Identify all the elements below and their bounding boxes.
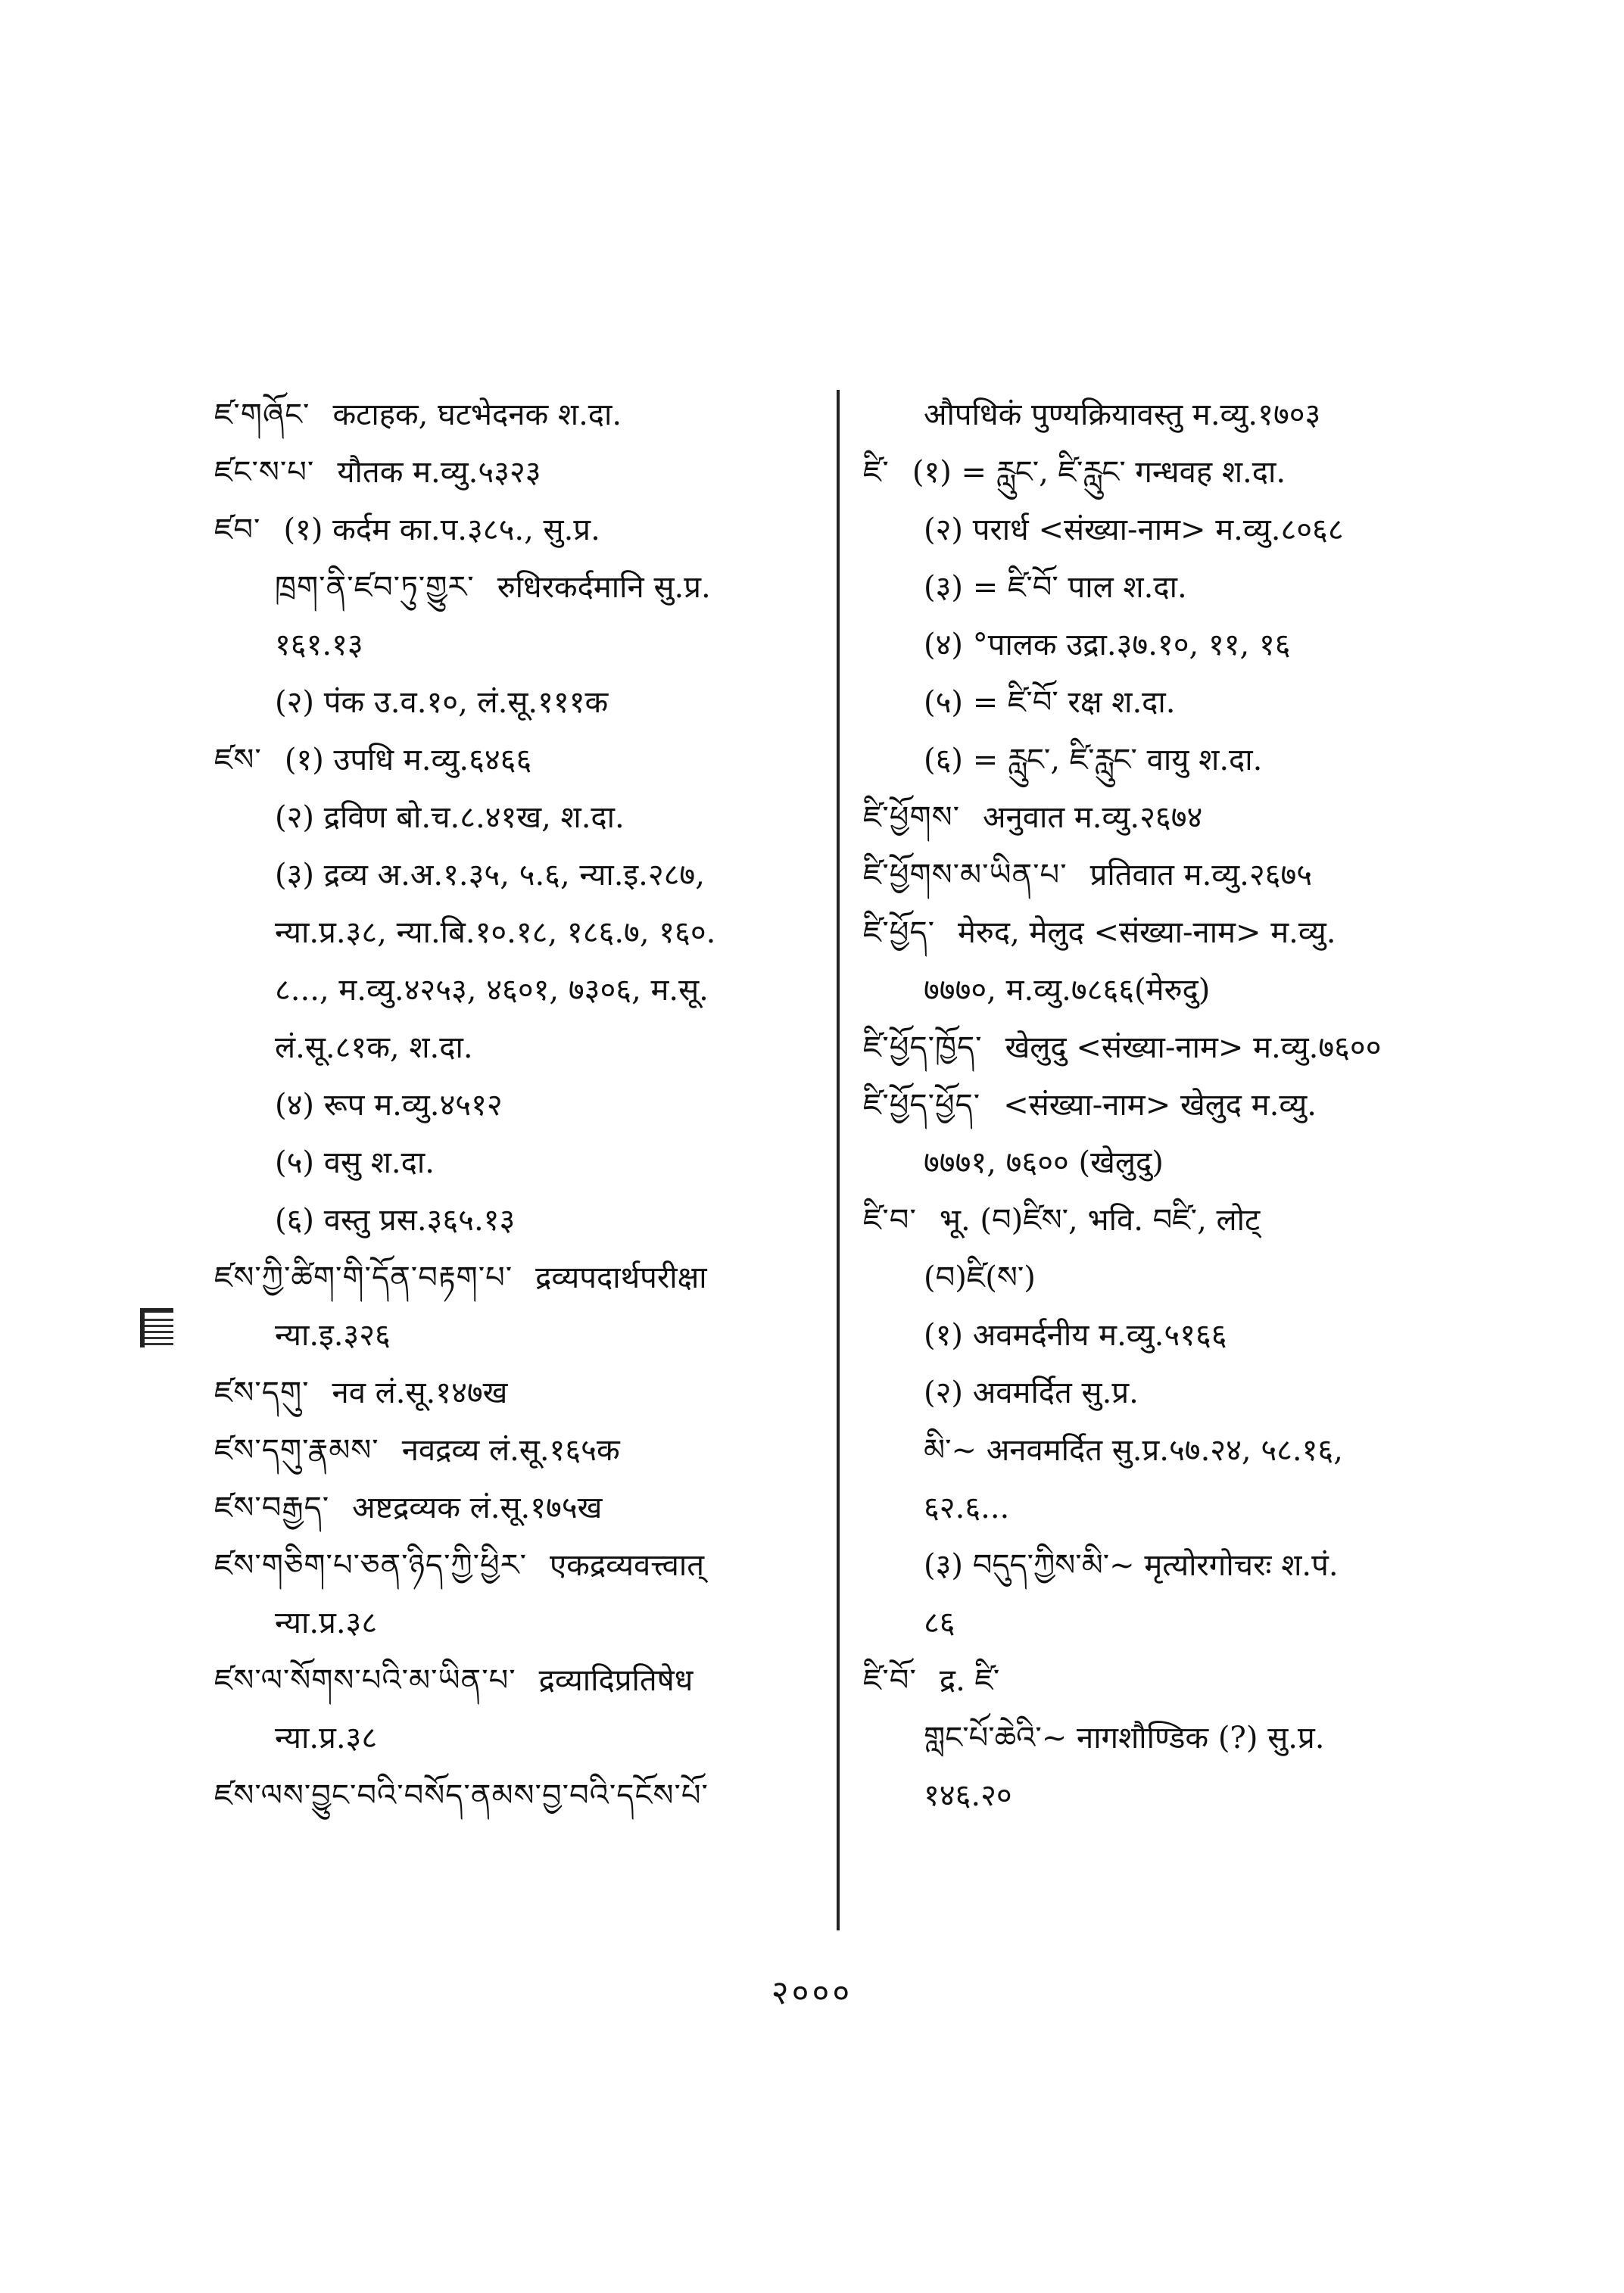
dictionary-line xyxy=(214,1249,820,1307)
dictionary-line xyxy=(863,1076,1454,1134)
tibetan-headword: ཛི་བ་ xyxy=(863,1203,917,1238)
sanskrit-gloss: कटाहक, घटभेदनक श.दा. xyxy=(332,397,622,432)
dictionary-line xyxy=(863,1364,1454,1422)
tibetan-headword: ཛབ་ xyxy=(214,512,261,547)
sanskrit-gloss: प्रतिवात म.व्यु.२६७५ xyxy=(1089,858,1313,893)
sanskrit-gloss: खेलुदु <संख्या-नाम> म.व्यु.७६०० xyxy=(1005,1030,1382,1065)
sanskrit-gloss: भू. (བ)ཛིས་, भवि. བཛི་, लोट् xyxy=(939,1203,1261,1238)
sanskrit-gloss: (४) °पालक उद्रा.३७.१०, ११, १६ xyxy=(924,628,1291,662)
dictionary-line xyxy=(214,1019,820,1076)
sanskrit-gloss: १६१.१३ xyxy=(275,628,363,662)
sanskrit-gloss: (४) रूप म.व्यु.४५१२ xyxy=(275,1088,503,1123)
dictionary-line xyxy=(214,1709,820,1767)
dictionary-line xyxy=(214,1076,820,1134)
dictionary-line xyxy=(863,616,1454,674)
sanskrit-gloss: न्या.इ.३२६ xyxy=(275,1318,391,1353)
sanskrit-gloss: नवद्रव्य लं.सू.१६५क xyxy=(401,1433,620,1468)
sanskrit-gloss: (१) उपधि म.व्यु.६४६६ xyxy=(284,743,532,777)
dictionary-line xyxy=(863,1479,1454,1537)
dictionary-line xyxy=(214,846,820,904)
dictionary-line xyxy=(863,731,1454,789)
sanskrit-gloss: (३) = ཛི་བོ་ पाल श.दा. xyxy=(924,570,1187,605)
dictionary-line xyxy=(214,1652,820,1709)
sanskrit-gloss: (བ)ཛི(ས་) xyxy=(924,1260,1036,1295)
dictionary-line xyxy=(214,559,820,616)
dictionary-line xyxy=(863,1134,1454,1192)
page-number: २००० xyxy=(771,1974,853,2012)
dictionary-line xyxy=(863,1537,1454,1594)
dictionary-line xyxy=(214,731,820,789)
dictionary-line xyxy=(863,904,1454,961)
dictionary-line xyxy=(863,1422,1454,1479)
sanskrit-gloss: न्या.प्र.३८ xyxy=(275,1606,378,1640)
dictionary-line xyxy=(214,501,820,559)
sanskrit-gloss: (२) परार्ध <संख्या-नाम> म.व्यु.८०६८ xyxy=(924,512,1344,547)
sanskrit-gloss: द्रव्यपदार्थपरीक्षा xyxy=(535,1260,707,1295)
sanskrit-gloss: न्या.प्र.३८, न्या.बि.१०.१८, १८६.७, १६०. xyxy=(275,915,716,950)
sanskrit-gloss: གླང་པོ་ཆེའི་~ नागशौण्डिक (?) सु.प्र. xyxy=(924,1721,1325,1756)
dictionary-line xyxy=(214,1134,820,1192)
sanskrit-gloss: ७७७०, म.व्यु.७८६६(मेरुदु) xyxy=(924,973,1211,1008)
dictionary-line xyxy=(214,674,820,731)
dictionary-line xyxy=(863,386,1454,444)
dictionary-line xyxy=(863,1019,1454,1076)
dictionary-line xyxy=(214,1537,820,1594)
tibetan-headword: ཛས་ལས་བྱུང་བའི་བསོད་ནམས་བྱ་བའི་དངོས་པོ་ xyxy=(214,1778,709,1813)
sanskrit-gloss: (६) = རླུང་, ཛི་རླུང་ वायु श.दा. xyxy=(924,743,1263,777)
tibetan-headword: ཛི་བོ་ xyxy=(863,1663,917,1698)
dictionary-line xyxy=(214,1364,820,1422)
dictionary-line xyxy=(214,1767,820,1824)
tibetan-headword: ཛས་ལ་སོགས་པའི་མ་ཡིན་པ་ xyxy=(214,1663,516,1698)
tibetan-headword: ཛི་ xyxy=(863,455,890,490)
sanskrit-gloss: (२) अवमर्दित सु.प्र. xyxy=(924,1375,1139,1410)
dictionary-line xyxy=(214,1594,820,1652)
tibetan-headword: ཛ་གཞོང་ xyxy=(214,397,310,432)
sanskrit-gloss: (३) བདུད་ཀྱིས་མི་~ मृत्योरगोचरः श.पं. xyxy=(924,1548,1339,1583)
dictionary-line xyxy=(214,1307,820,1364)
sanskrit-gloss: ६२.६... xyxy=(924,1491,1010,1525)
sanskrit-gloss: (२) पंक उ.व.१०, लं.सू.१११क xyxy=(275,685,609,720)
sanskrit-gloss: ८..., म.व्यु.४२५३, ४६०१, ७३०६, म.सू. xyxy=(275,973,709,1008)
sanskrit-gloss: (५) वसु श.दा. xyxy=(275,1145,435,1180)
dictionary-line xyxy=(214,616,820,674)
dictionary-line xyxy=(214,789,820,846)
sanskrit-gloss: द्र. ཛི་ xyxy=(939,1663,1000,1698)
sanskrit-gloss: मेरुद, मेलुद <संख्या-नाम> म.व्यु. xyxy=(958,915,1336,950)
sanskrit-gloss: <संख्या-नाम> खेलुद म.व्यु. xyxy=(1003,1088,1317,1123)
sanskrit-gloss: रुधिरकर्दमानि सु.प्र. xyxy=(497,570,711,605)
sanskrit-gloss: अष्टद्रव्यक लं.सू.१७५ख xyxy=(352,1491,603,1525)
tibetan-headword: ཛས་ཀྱི་ཚིག་གི་དོན་བརྟག་པ་ xyxy=(214,1260,513,1295)
dictionary-line xyxy=(214,904,820,961)
sanskrit-gloss: एकद्रव्यवत्त्वात् xyxy=(550,1548,705,1583)
sanskrit-gloss: लं.सू.८१क, श.दा. xyxy=(275,1030,473,1065)
sanskrit-gloss: औपधिकं पुण्यक्रियावस्तु म.व्यु.१७०३ xyxy=(924,397,1321,432)
dictionary-line xyxy=(863,1709,1454,1767)
tibetan-headword: ཛི་ཕྱོད་ཁྱོད་ xyxy=(863,1030,983,1065)
dictionary-line xyxy=(863,444,1454,501)
sanskrit-gloss: (१) अवमर्दनीय म.व्यु.५१६६ xyxy=(924,1318,1227,1353)
dictionary-line xyxy=(863,501,1454,559)
sanskrit-gloss: (६) वस्तु प्रस.३६५.१३ xyxy=(275,1203,516,1238)
dictionary-line xyxy=(863,674,1454,731)
tibetan-headword: ཛི་ཕྱོད་ xyxy=(863,915,935,950)
dictionary-line xyxy=(214,961,820,1019)
dictionary-line xyxy=(863,1594,1454,1652)
tibetan-headword: ཛི་ཕྱོགས་ xyxy=(863,800,960,835)
tibetan-headword: ཛས་ xyxy=(214,743,262,777)
tibetan-headword: ཛས་གཅིག་པ་ཅན་ཉིད་ཀྱི་ཕྱིར་ xyxy=(214,1548,527,1583)
left-column xyxy=(214,386,820,1824)
sanskrit-gloss: (३) द्रव्य अ.अ.१.३५, ५.६, न्या.इ.२८७, xyxy=(275,858,705,893)
sanskrit-gloss: न्या.प्र.३८ xyxy=(275,1721,378,1756)
sanskrit-gloss: (२) द्रविण बो.च.८.४१ख, श.दा. xyxy=(275,800,625,835)
dictionary-line xyxy=(863,789,1454,846)
tibetan-headword: ཛས་དགུ་ xyxy=(214,1375,310,1410)
sanskrit-gloss: १४६.२० xyxy=(924,1778,1012,1813)
tibetan-headword: ཛས་བརྒྱད་ xyxy=(214,1491,330,1525)
dictionary-line xyxy=(863,1307,1454,1364)
sanskrit-gloss: མི་~ अनवमर्दित सु.प्र.५७.२४, ५८.१६, xyxy=(924,1433,1343,1468)
tibetan-headword: ཁྲག་ནི་ཛབ་ཏུ་གྱུར་ xyxy=(275,570,475,605)
dictionary-line xyxy=(214,1422,820,1479)
dictionary-line xyxy=(214,1192,820,1249)
sanskrit-gloss: ७७७१, ७६०० (खेलुदु) xyxy=(924,1145,1164,1180)
tibetan-headword: ཛི་ཕྱོགས་མ་ཡིན་པ་ xyxy=(863,858,1068,893)
dictionary-line xyxy=(863,1249,1454,1307)
column-divider xyxy=(837,390,840,1930)
sanskrit-gloss: यौतक म.व्यु.५३२३ xyxy=(337,455,541,490)
right-column xyxy=(863,386,1454,1824)
sanskrit-gloss: (१) = རླུང་, ཛི་རླུང་ गन्धवह श.दा. xyxy=(912,455,1286,490)
sanskrit-gloss: ८६ xyxy=(924,1606,955,1640)
sanskrit-gloss: द्रव्यादिप्रतिषेध xyxy=(538,1663,694,1698)
dictionary-line xyxy=(863,1767,1454,1824)
dictionary-line xyxy=(214,386,820,444)
dictionary-line xyxy=(214,1479,820,1537)
sanskrit-gloss: नव लं.सू.१४७ख xyxy=(332,1375,508,1410)
sanskrit-gloss: (१) कर्दम का.प.३८५., सु.प्र. xyxy=(283,512,600,547)
tibetan-headword: ཛི་ཕྱོད་ཕྱོད་ xyxy=(863,1088,981,1123)
dictionary-line xyxy=(863,1192,1454,1249)
sanskrit-gloss: (५) = ཛི་བོ་ रक्ष श.दा. xyxy=(924,685,1176,720)
tibetan-headword: ཛས་དགུ་རྣམས་ xyxy=(214,1433,379,1468)
dictionary-line xyxy=(863,559,1454,616)
sanskrit-gloss: अनुवात म.व्यु.२६७४ xyxy=(983,800,1203,835)
dictionary-line xyxy=(863,846,1454,904)
dictionary-line xyxy=(863,961,1454,1019)
dictionary-line xyxy=(214,444,820,501)
dictionary-line xyxy=(863,1652,1454,1709)
side-margin-mark xyxy=(140,1308,173,1347)
tibetan-headword: ཛང་ས་པ་ xyxy=(214,455,315,490)
